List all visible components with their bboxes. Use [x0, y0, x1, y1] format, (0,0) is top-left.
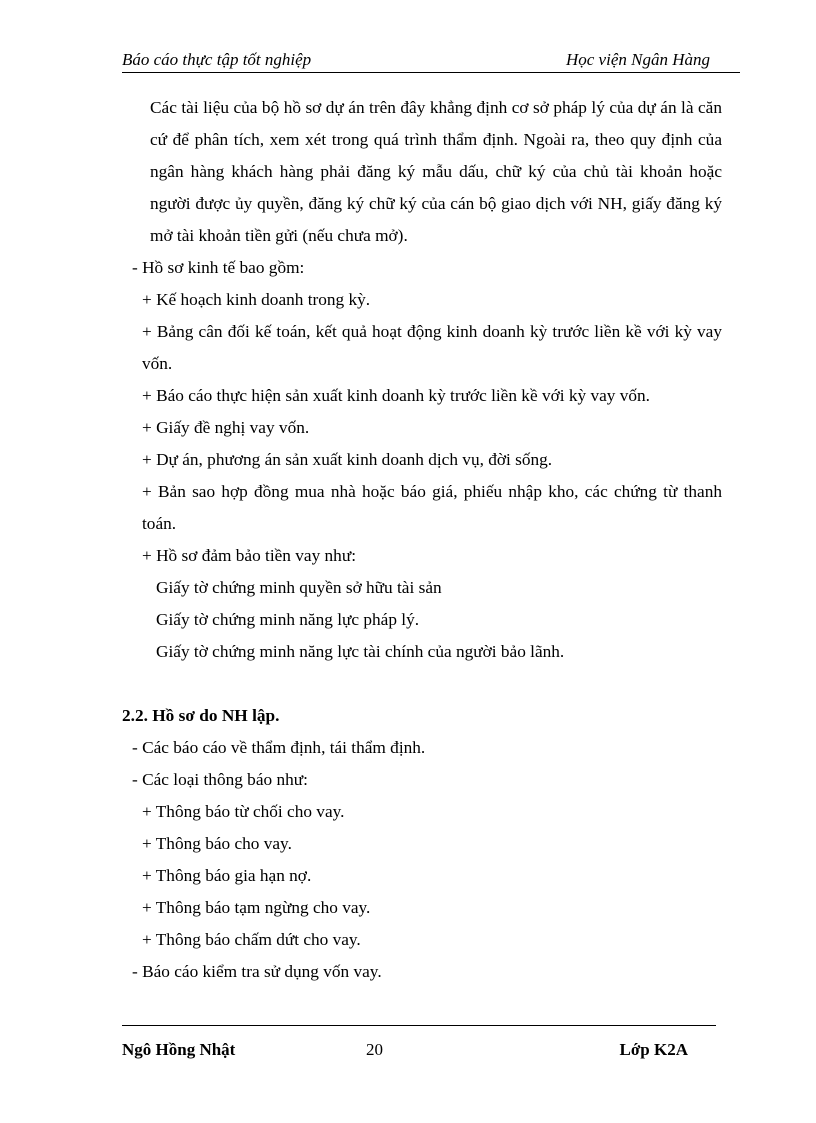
econ-item: + Bản sao hợp đồng mua nhà hoặc báo giá, phiếu nhập kho, các chứng từ thanh toán.: [142, 482, 722, 533]
econ-item: + Kế hoạch kinh doanh trong kỳ.: [142, 290, 371, 309]
page-header: [122, 50, 740, 73]
intro-paragraph: Các tài liệu của bộ hồ sơ dự án trên đây khẳng định cơ sở pháp lý của dự án là căn cứ để phân tích, xem xét trong quá trình thẩm định. Ngoài ra, theo quy định của ngân hàng khách hàng phải đăng ký mẫu dấu, chữ ký của chủ tài khoản hoặc người được ủy quyền, đăng ký chữ ký của cán bộ giao dịch với NH, giấy đăng ký mở tài khoản tiền gửi (nếu chưa mở).: [150, 98, 722, 245]
header-institution: Học viện Ngân Hàng: [565, 50, 710, 69]
last-line: - Báo cáo kiểm tra sử dụng vốn vay.: [132, 962, 382, 981]
notice-item: + Thông báo tạm ngừng cho vay.: [142, 898, 371, 917]
econ-docs-title: - Hồ sơ kinh tế bao gồm:: [132, 258, 305, 277]
econ-item: + Báo cáo thực hiện sản xuất kinh doanh kỳ trước liền kề với kỳ vay vốn.: [142, 386, 650, 405]
notice-item: + Thông báo chấm dứt cho vay.: [142, 930, 361, 949]
collateral-item: Giấy tờ chứng minh quyền sở hữu tài sản: [156, 578, 442, 597]
header-report-title: Báo cáo thực tập tốt nghiệp: [122, 50, 312, 69]
collateral-item: Giấy tờ chứng minh năng lực pháp lý.: [156, 610, 420, 629]
report-line: - Các báo cáo về thẩm định, tái thẩm định.: [132, 738, 426, 757]
page-footer: [122, 1040, 716, 1062]
econ-item: + Giấy đề nghị vay vốn.: [142, 418, 310, 437]
footer-author: Ngô Hồng Nhật: [122, 1040, 236, 1059]
econ-item: + Hồ sơ đảm bảo tiền vay như:: [142, 546, 356, 565]
notice-item: + Thông báo gia hạn nợ.: [142, 866, 312, 885]
econ-item: + Dự án, phương án sản xuất kinh doanh dịch vụ, đời sống.: [142, 450, 553, 469]
notice-item: + Thông báo cho vay.: [142, 834, 292, 853]
footer-class: Lớp K2A: [619, 1040, 688, 1059]
collateral-item: Giấy tờ chứng minh năng lực tài chính của người bảo lãnh.: [156, 642, 565, 661]
document-body: [122, 92, 722, 988]
footer-divider: [122, 1025, 716, 1026]
notice-title: - Các loại thông báo như:: [132, 770, 308, 789]
econ-item: + Bảng cân đối kế toán, kết quả hoạt động kinh doanh kỳ trước liền kề với kỳ vay vốn.: [142, 322, 722, 373]
notice-item: + Thông báo từ chối cho vay.: [142, 802, 345, 821]
page-number: 20: [366, 1040, 383, 1059]
section-heading: 2.2. Hồ sơ do NH lập.: [122, 706, 280, 725]
